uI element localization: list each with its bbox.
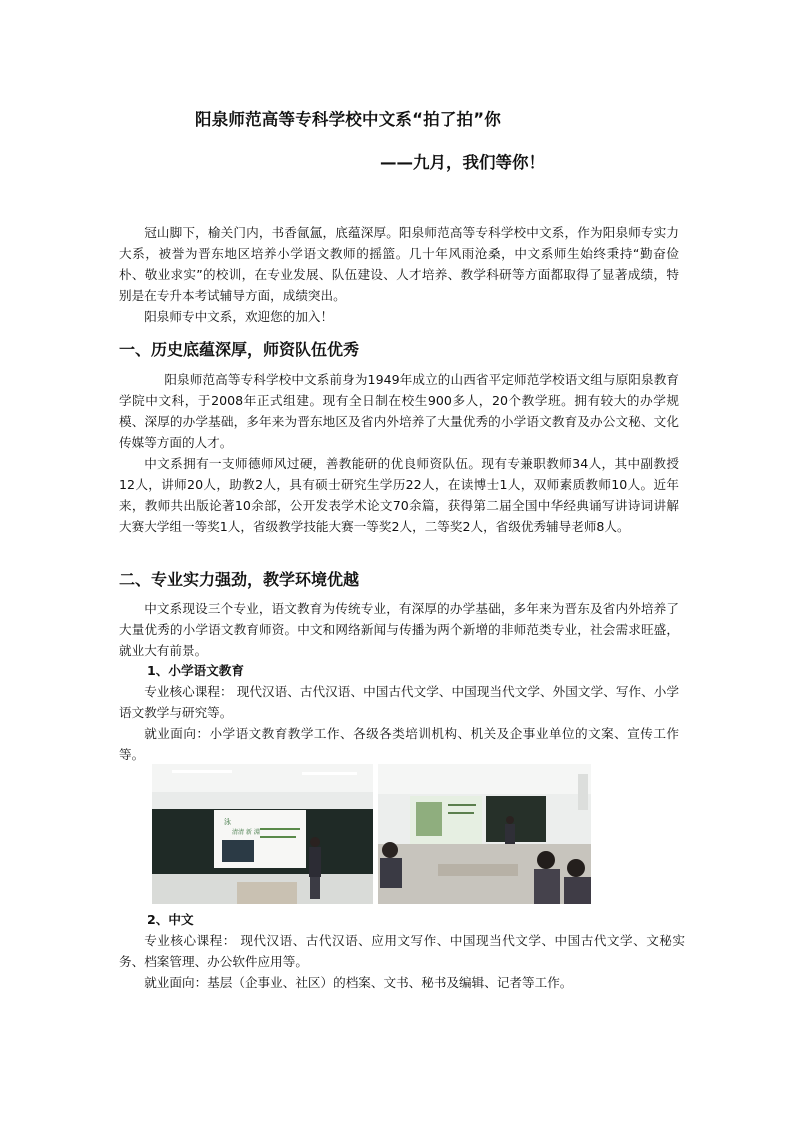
major-2-courses: 专业核心课程： 现代汉语、古代汉语、应用文写作、中国现当代文学、中国古代文学、文秘实务、档案管理、办公软件应用等。 xyxy=(119,933,685,969)
page-title: 阳泉师范高等专科学校中文系“拍了拍”你 xyxy=(195,110,501,129)
section-1-faculty-paragraph: 中文系拥有一支师德师风过硬，善教能研的优良师资队伍。现有专兼职教师34人，其中副教授12人，讲师20人，助教2人，具有硕士研究生学历22人，在读博士1人，双师素质教师10人。近年来，教师共出版论著10余部，公开发表学术论文70余篇，获得第二届全国中华经典诵写讲诗词讲解大赛大学组一等奖1人，省级教学技能大赛一等奖2人，二等奖2人，省级优秀辅导老师8人。 xyxy=(119,456,679,534)
page-subtitle: ——九月，我们等你！ xyxy=(380,153,545,172)
section-2-paragraph: 中文系现设三个专业，语文教育为传统专业，有深厚的办学基础，多年来为晋东及省内外培养了大量优秀的小学语文教育师资。中文和网络新闻与传播为两个新增的非师范类专业，社会需求旺盛，就业大有前景。 xyxy=(119,601,679,658)
major-1-heading: 1、小学语文教育 xyxy=(147,663,244,678)
major-2-heading: 2、中文 xyxy=(147,912,194,927)
classroom-photo-left xyxy=(152,764,373,904)
section-1-heading: 一、历史底蕴深厚，师资队伍优秀 xyxy=(119,340,360,359)
section-1-history-paragraph: 阳泉师范高等专科学校中文系前身为1949年成立的山西省平定师范学校语文组与原阳泉教育学院中文科，于2008年正式组建。现有全日制在校生900多人，20个教学班。拥有较大的办学规模、深厚的办学基础，多年来为晋东地区及省内外培养了大量优秀的小学语文教育及办公文秘、文化传媒等方面的人才。 xyxy=(119,372,679,450)
section-2-heading: 二、专业实力强劲，教学环境优越 xyxy=(119,570,360,589)
major-1-courses: 专业核心课程： 现代汉语、古代汉语、中国古代文学、中国现当代文学、外国文学、写作、小学语文教学与研究等。 xyxy=(119,684,679,720)
major-1-jobs: 就业面向：小学语文教育教学工作、各级各类培训机构、机关及企事业单位的文案、宣传工作等。 xyxy=(119,726,679,762)
slide-text-left-1: 泳 xyxy=(224,818,231,826)
intro-paragraph: 冠山脚下，榆关门内，书香氤氲，底蕴深厚。阳泉师范高等专科学校中文系，作为阳泉师专实力大系，被誉为晋东地区培养小学语文教师的摇篮。几十年风雨沧桑，中文系师生始终秉持“勤奋俭朴、敬业求实”的校训，在专业发展、队伍建设、人才培养、教学科研等方面都取得了显著成绩，特别是在专升本考试辅导方面，成绩突出。 xyxy=(119,225,679,303)
slide-text-left-2: 清清 新 淵 xyxy=(232,829,260,836)
classroom-photo-right xyxy=(378,764,591,904)
major-2-jobs: 就业面向：基层（企事业、社区）的档案、文书、秘书及编辑、记者等工作。 xyxy=(144,975,573,990)
welcome-line: 阳泉师专中文系，欢迎您的加入！ xyxy=(144,309,334,324)
